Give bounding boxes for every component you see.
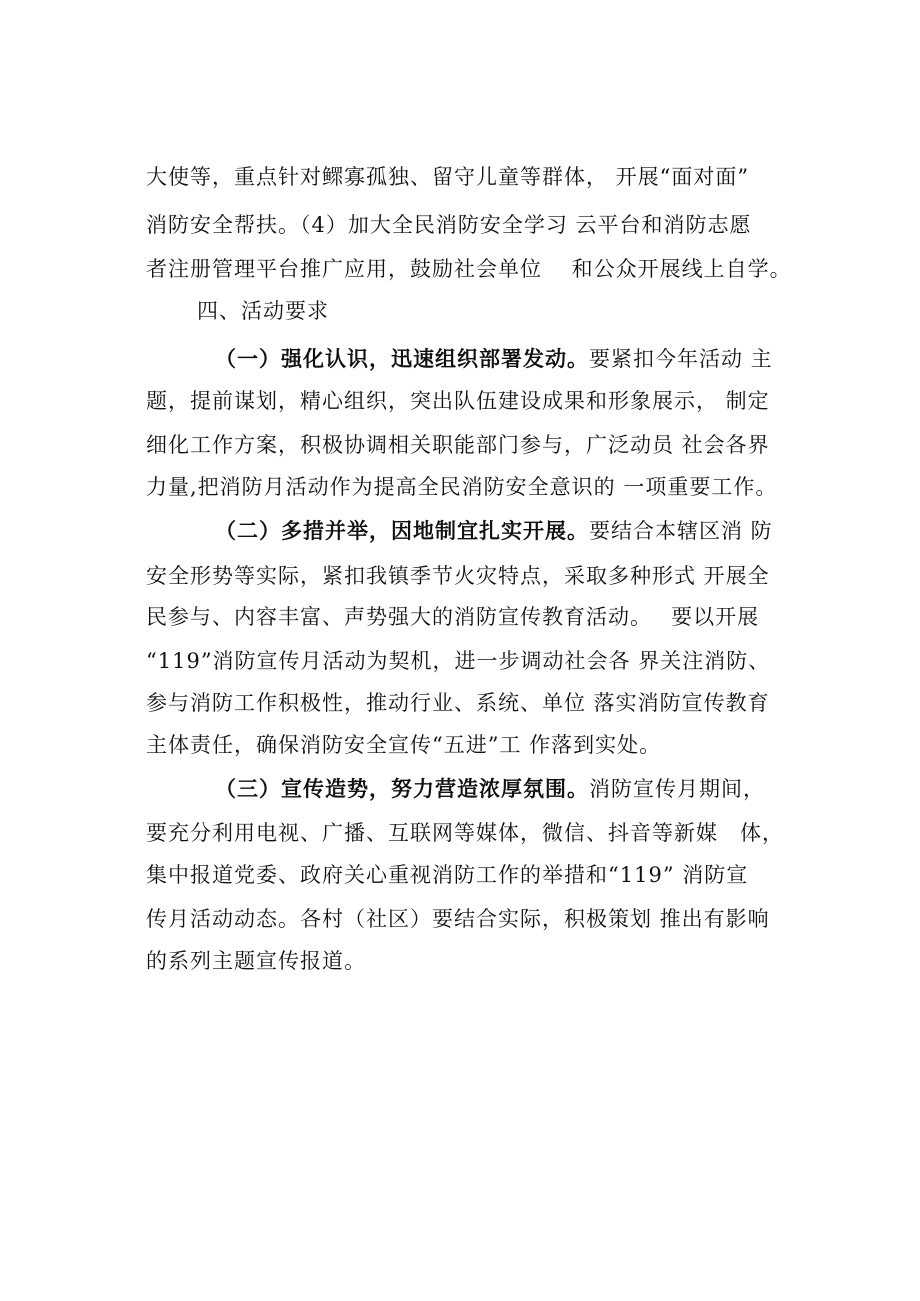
body-text-line: 主体责任，确保消防安全宣传“五进”工 作落到实处。 <box>146 733 662 757</box>
body-text: 要结合本辖区消 防 <box>589 519 773 543</box>
subsection-paragraph-first-line <box>215 518 773 544</box>
body-text-line: 的系列主题宣传报道。 <box>146 949 366 973</box>
body-text-line: 者注册管理平台推广应用，鼓励社会单位 和公众开展线上自学。 <box>146 257 792 281</box>
body-text-line: 大使等，重点针对鳏寡孤独、留守儿童等群体， 开展“面对面” <box>146 165 750 189</box>
body-text-line: 细化工作方案，积极协调相关职能部门参与，广泛动员 社会各界 <box>146 433 770 457</box>
body-text-line: 安全形势等实际，紧扣我镇季节火灾特点，采取多种形式 开展全 <box>146 564 770 588</box>
subsection-heading: （一）强化认识，迅速组织部署发动。 <box>215 346 589 371</box>
body-text: 要紧扣今年活动 主 <box>589 347 773 371</box>
subsection-heading: （三）宣传造势，努力营造浓厚氛围。 <box>215 776 589 801</box>
subsection-paragraph-first-line <box>215 346 773 372</box>
body-text-line: 力量,把消防月活动作为提高全民消防安全意识的 一项重要工作。 <box>146 475 778 499</box>
subsection-paragraph-first-line <box>215 776 765 802</box>
section-heading: 四、活动要求 <box>197 299 329 323</box>
body-text-line: “119”消防宣传月活动为契机，进一步调动社会各 界关注消防、 <box>146 649 771 673</box>
body-text-line: 要充分利用电视、广播、互联网等媒体，微信、抖音等新媒 体， <box>146 821 784 845</box>
body-text-line: 题，提前谋划，精心组织，突出队伍建设成果和形象展示， 制定 <box>146 389 770 413</box>
body-text-line: 民参与、内容丰富、声势强大的消防宣传教育活动。 要以开展 <box>146 605 760 629</box>
body-text: 消防宣传月期间， <box>589 777 765 801</box>
body-text-line: 集中报道党委、政府关心重视消防工作的举措和“119” 消防宣 <box>146 863 749 887</box>
body-text-line: 消防安全帮扶。（4）加大全民消防安全学习 云平台和消防志愿 <box>146 213 752 237</box>
body-text-line: 参与消防工作积极性，推动行业、系统、单位 落实消防宣传教育 <box>146 691 770 715</box>
body-text-line: 传月活动动态。各村（社区）要结合实际，积极策划 推出有影响 <box>146 907 770 931</box>
subsection-heading: （二）多措并举，因地制宜扎实开展。 <box>215 518 589 543</box>
